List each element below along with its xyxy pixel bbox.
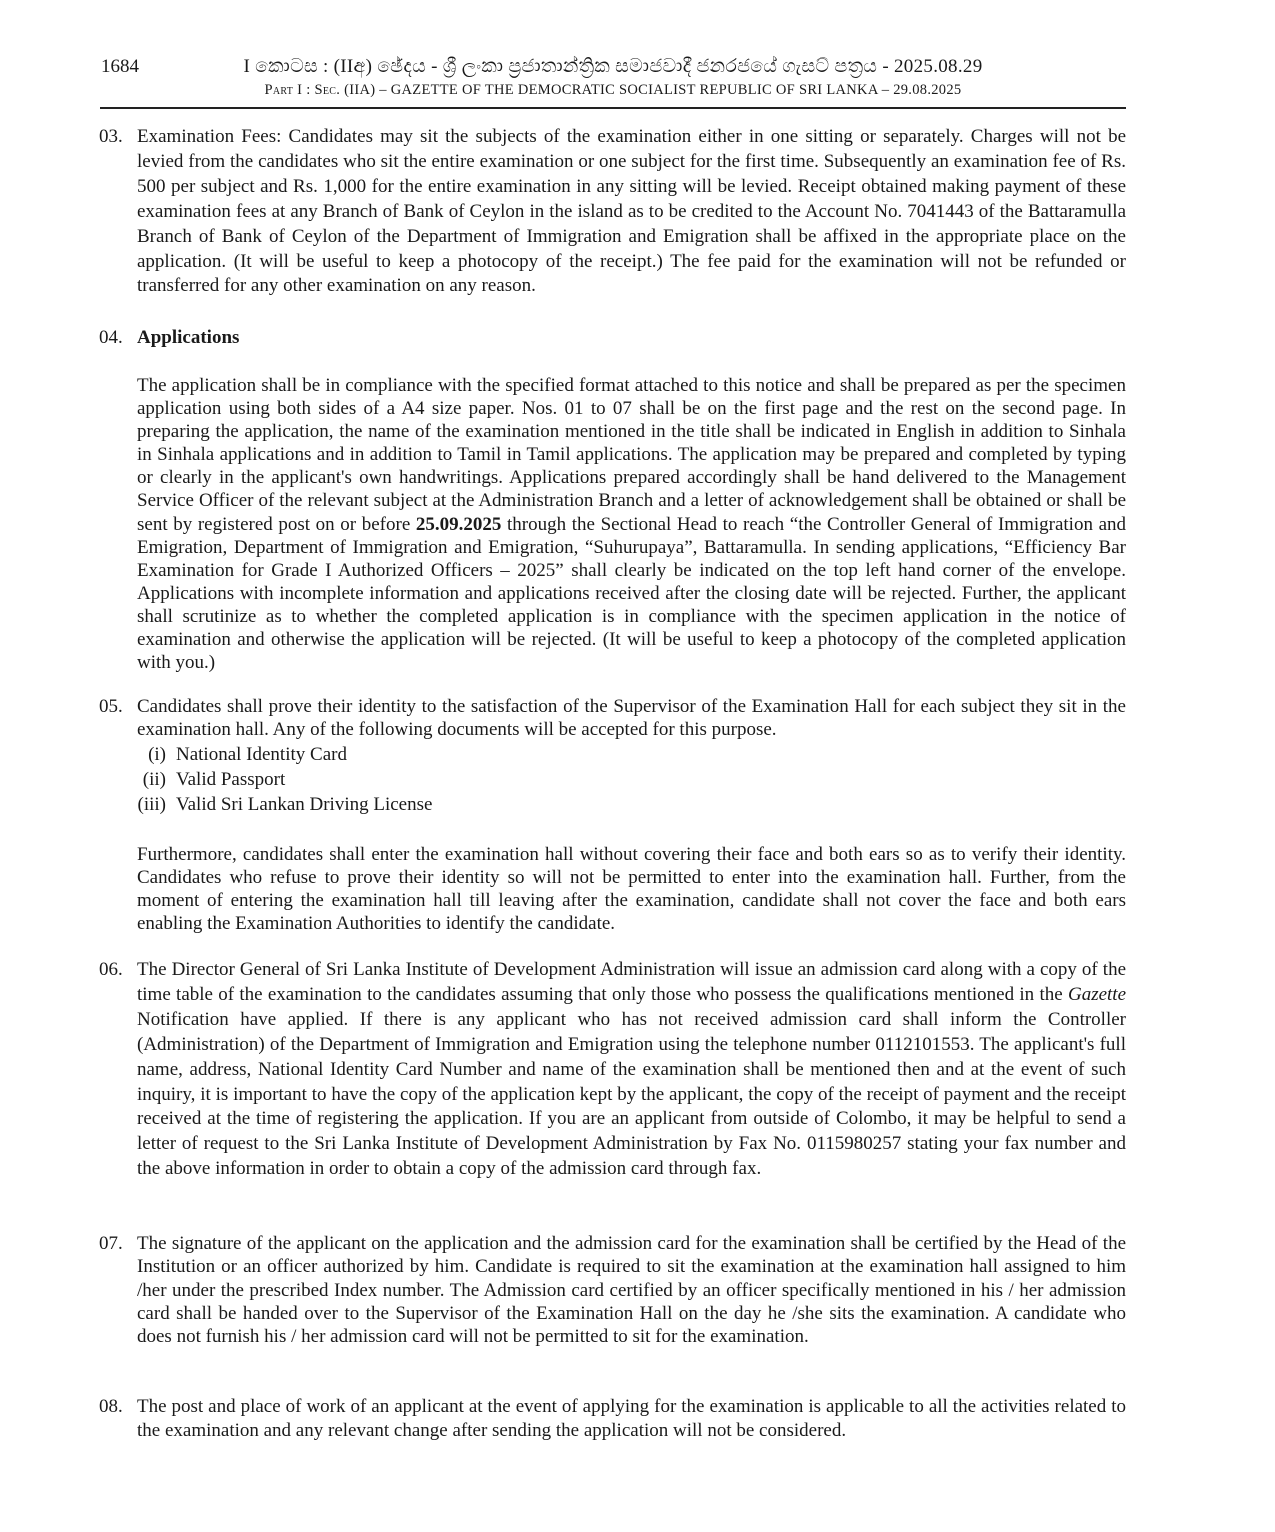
section-number: 05. <box>99 696 123 717</box>
section-number: 06. <box>99 959 123 980</box>
section-03 <box>99 125 1126 299</box>
closing-date: 25.09.2025 <box>415 513 502 535</box>
sinhala-header: I කොටස : (IIඅ) ඡේදය - ශ්‍රී ලංකා ප්‍රජාතාන්ත්‍රික සමාජවාදී ජනරජයේ ගැසට් පත්‍රය - 2025.08.29 <box>243 56 983 77</box>
section-04-body <box>137 374 1126 674</box>
list-item: (i) National Identity Card <box>148 744 347 765</box>
section-05-followup: Furthermore, candidates shall enter the examination hall without covering their face and both ears so as to verify their identity. Candidates who refuse to prove their identity so will not be permitted to enter into the examination hall. Further, from the moment of entering the examination hall till leaving after the examination, candidate shall not cover the face and both ears enabling the Examination Authorities to identify the candidate. <box>137 844 1126 935</box>
section-07 <box>99 1232 1126 1348</box>
english-header <box>100 82 1126 99</box>
section-text: Examination Fees: Candidates may sit the subjects of the examination either in one sitting or separately. Charges will not be levied from the candidates who sit the entire examination or one subject for the first time. Subsequently an examination fee of Rs. 500 per subject and Rs. 1,000 for the entire examination in any sitting will be levied. Receipt obtained making payment of these examination fees at any Branch of Bank of Ceylon in the island as to be credited to the Account No. 7041443 of the Battaramulla Branch of Bank of Ceylon of the Department of Immigration and Emigration shall be affixed in the appropriate place on the application. (It will be useful to keep a photocopy of the receipt.) The fee paid for the examination will not be refunded or transferred for any other examination on any reason. <box>137 126 1126 297</box>
section-text: The post and place of work of an applicant at the event of applying for the examination is applicable to all the activities related to the examination and any relevant change after sending the application will not be considered. <box>137 1396 1126 1441</box>
gazette-italic: Gazette <box>1067 983 1127 1005</box>
section-06 <box>99 958 1126 1182</box>
body-text-a: The application shall be in compliance with the specified format attached to this notice and shall be prepared as per the specimen application using both sides of a A4 size paper. Nos. 01 to 07 shall be on the first page and the rest on the second page. In preparing the application, the name of the examination mentioned in the title shall be indicated in English in addition to Sinhala in Sinhala applications and in addition to Tamil in Tamil applications. The application may be prepared and completed by typing or clearly in the applicant's own handwritings. Applications prepared accordingly shall be hand delivered to the Management Service Officer of the relevant subject at the Administration Branch and a letter of acknowledgement shall be obtained or shall be sent by registered post on or before <box>137 375 1126 535</box>
list-item: (iii) Valid Sri Lankan Driving License <box>137 794 433 815</box>
section-number: 08. <box>99 1396 123 1417</box>
section-08 <box>99 1395 1126 1442</box>
section-05 <box>99 695 1126 742</box>
section-number: 04. <box>99 327 123 348</box>
section-heading: Applications <box>137 327 240 348</box>
section-text: The signature of the applicant on the application and the admission card for the examination shall be certified by the Head of the Institution or an officer authorized by him. Candidate is required to sit the examination at the examination hall assigned to him /her under the prescribed Index number. The Admission card certified by an officer specifically mentioned in his / her admission card shall be handed over to the Supervisor of the Examination Hall on the day he /she sits the examination. A candidate who does not furnish his / her admission card will not be permitted to sit for the examination. <box>137 1233 1126 1348</box>
section-04-heading <box>99 326 1126 351</box>
header-part: Part I : <box>264 82 311 98</box>
header-sec: Sec. <box>314 82 341 98</box>
page-number: 1684 <box>101 56 139 77</box>
section-text: Candidates shall prove their identity to the satisfaction of the Supervisor of the Examination Hall for each subject they sit in the examination hall. Any of the following documents will be accepted for this purpose. <box>137 696 1126 741</box>
header-rest: (IIA) – GAZETTE OF THE DEMOCRATIC SOCIALIST REPUBLIC OF SRI LANKA – 29.08.2025 <box>344 82 962 98</box>
body-text-a: The Director General of Sri Lanka Institute of Development Administration will issue an admission card along with a copy of the time table of the examination to the candidates assuming that only those who possess the qualifications mentioned in the <box>137 959 1126 1005</box>
body-text-b: through the Sectional Head to reach “the Controller General of Immigration and Emigration, Department of Immigration and Emigration, “Suhurupaya”, Battaramulla. In sending applications, “Efficiency Bar Examination for Grade I Authorized Officers – 2025” shall clearly be indicated on the top left hand corner of the envelope. Applications with incomplete information and applications received after the closing date will be rejected. Further, the applicant shall scrutinize as to whether the completed application is in compliance with the specimen application in the notice of examination and otherwise the application will be rejected. (It will be useful to keep a photocopy of the completed application with you.) <box>137 513 1127 674</box>
section-number: 07. <box>99 1233 123 1254</box>
list-item: (ii) Valid Passport <box>142 769 286 790</box>
section-number: 03. <box>99 126 123 147</box>
body-text-b: Notification have applied. If there is any applicant who has not received admission card shall inform the Controller (Administration) of the Department of Immigration and Emigration using the telephone number 0112101553. The applicant's full name, address, National Identity Card Number and name of the examination shall be mentioned then and at the event of such inquiry, it is important to have the copy of the application kept by the applicant, the copy of the receipt of payment and the receipt received at the time of registering the application. If you are an applicant from outside of Colombo, it may be helpful to send a letter of request to the Sri Lanka Institute of Development Administration by Fax No. 0115980257 stating your fax number and the above information in order to obtain a copy of the admission card through fax. <box>137 1008 1126 1180</box>
header-rule <box>100 107 1126 109</box>
